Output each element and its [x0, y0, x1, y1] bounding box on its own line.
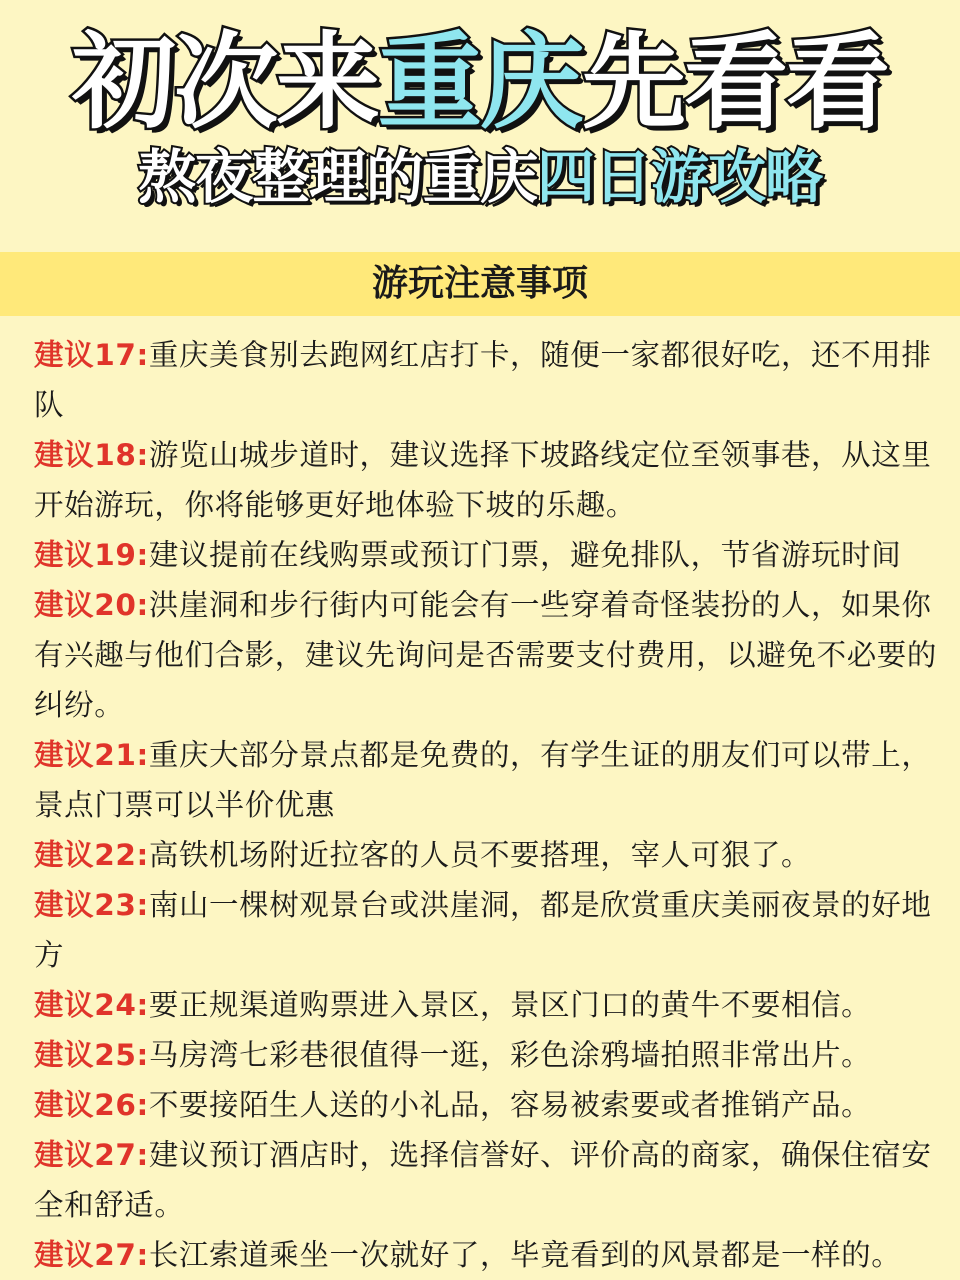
- tip-item: [34, 530, 954, 580]
- title-part-3: 先看看: [582, 21, 889, 143]
- tip-label: 建议22:: [34, 838, 149, 872]
- tip-label: 建议27:: [34, 1238, 149, 1272]
- tip-label: 建议18:: [34, 438, 149, 472]
- tip-text: 洪崖洞和步行街内可能会有一些穿着奇怪装扮的人，如果你有兴趣与他们合影，建议先询问是否需要支付费用，以避免不必要的纠纷。: [34, 588, 938, 722]
- tip-label: 建议20:: [34, 588, 149, 622]
- tip-item: [34, 430, 954, 530]
- tip-item: [34, 1130, 954, 1230]
- title-part-1: 初次来: [71, 21, 378, 143]
- tip-text: 高铁机场附近拉客的人员不要搭理，宰人可狠了。: [148, 838, 812, 872]
- tip-text: 南山一棵树观景台或洪崖洞，都是欣赏重庆美丽夜景的好地方: [34, 888, 932, 972]
- tip-item: [34, 1030, 954, 1080]
- tip-label: 建议25:: [34, 1038, 149, 1072]
- tip-item: [34, 730, 954, 830]
- tip-text: 不要接陌生人送的小礼品，容易被索要或者推销产品。: [148, 1088, 872, 1122]
- tip-text: 建议预订酒店时，选择信誉好、评价高的商家，确保住宿安全和舒适。: [34, 1138, 932, 1222]
- tip-label: 建议23:: [34, 888, 149, 922]
- section-title: 游玩注意事项: [371, 263, 588, 304]
- tip-text: 重庆美食别去跑网红店打卡，随便一家都很好吃，还不用排队: [34, 338, 932, 422]
- tip-item: [34, 880, 954, 980]
- tip-text: 游览山城步道时，建议选择下坡路线定位至领事巷，从这里开始游玩，你将能够更好地体验下坡的乐趣。: [34, 438, 932, 522]
- title-part-2-highlight: 重庆: [377, 21, 582, 143]
- tip-text: 要正规渠道购票进入景区，景区门口的黄牛不要相信。: [148, 988, 872, 1022]
- tip-label: 建议27:: [34, 1138, 149, 1172]
- page-subtitle: [0, 142, 960, 212]
- tip-label: 建议26:: [34, 1088, 149, 1122]
- tip-label: 建议21:: [34, 738, 149, 772]
- page-title: [0, 22, 960, 142]
- tip-item: [34, 330, 954, 430]
- tips-list: [34, 330, 954, 1280]
- tip-item: [34, 1230, 954, 1280]
- tip-text: 长江索道乘坐一次就好了，毕竟看到的风景都是一样的。: [148, 1238, 902, 1272]
- subtitle-part-1: 熬夜整理的重庆: [137, 143, 537, 211]
- poster-header: [0, 0, 960, 250]
- tip-item: [34, 980, 954, 1030]
- tip-item: [34, 830, 954, 880]
- tip-text: 重庆大部分景点都是免费的，有学生证的朋友们可以带上，景点门票可以半价优惠: [34, 738, 932, 822]
- tip-label: 建议19:: [34, 538, 149, 572]
- tip-item: [34, 1080, 954, 1130]
- tip-label: 建议17:: [34, 338, 149, 372]
- subtitle-part-2-highlight: 四日游攻略: [537, 143, 823, 211]
- tip-text: 马房湾七彩巷很值得一逛，彩色涂鸦墙拍照非常出片。: [148, 1038, 872, 1072]
- tip-text: 建议提前在线购票或预订门票，避免排队，节省游玩时间: [148, 538, 902, 572]
- tip-label: 建议24:: [34, 988, 149, 1022]
- tip-item: [34, 580, 954, 730]
